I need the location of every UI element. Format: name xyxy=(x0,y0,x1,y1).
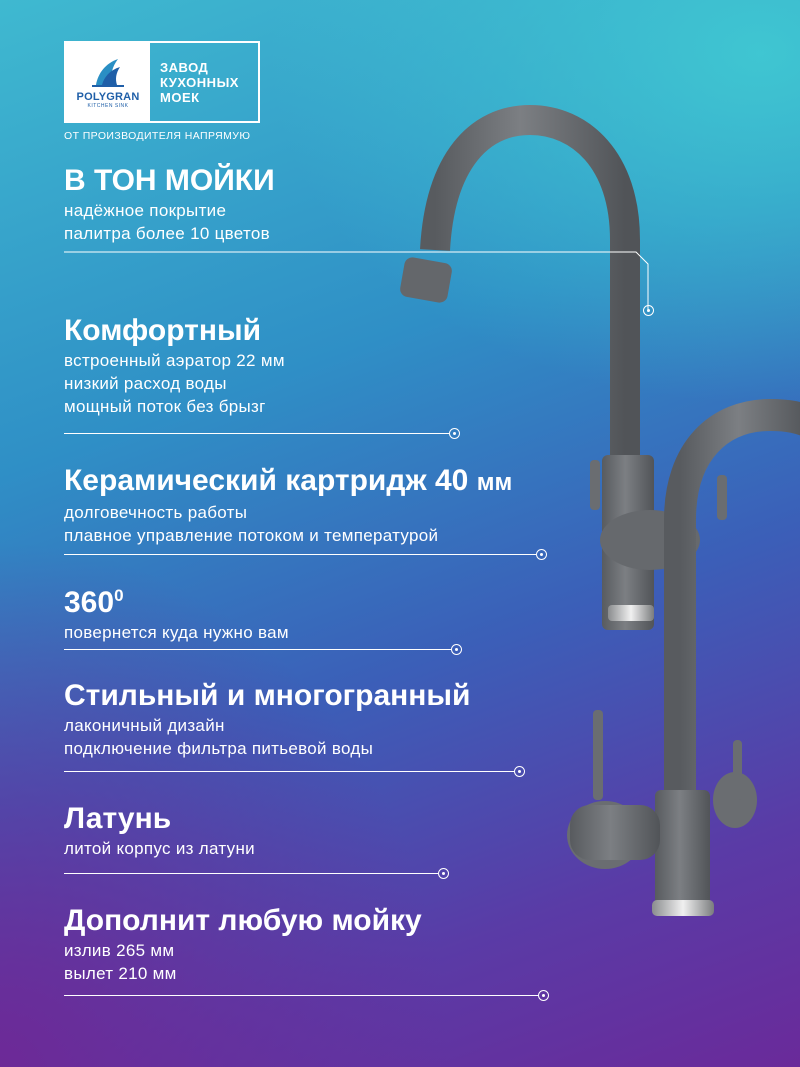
callout-dot xyxy=(451,644,462,655)
feature-title: Латунь xyxy=(64,802,172,835)
callout-dot xyxy=(438,868,449,879)
feature-title-sup: 0 xyxy=(114,586,124,605)
logo-title-line: МОЕК xyxy=(160,89,200,105)
tagline: ОТ ПРОИЗВОДИТЕЛЯ НАПРЯМУЮ xyxy=(64,130,251,142)
callout-dot xyxy=(536,549,547,560)
feature-title: 360 xyxy=(64,586,115,619)
logo-brand-text: POLYGRAN xyxy=(76,91,140,103)
brand-logo xyxy=(64,41,260,123)
feature-line: плавное управление потоком и температурой xyxy=(64,526,439,545)
callout-dot xyxy=(643,305,654,316)
feature-line: долговечность работы xyxy=(64,503,248,522)
feature-line: литой корпус из латуни xyxy=(64,839,255,858)
feature-line: низкий расход воды xyxy=(64,374,227,393)
feature-divider xyxy=(64,649,451,650)
feature-divider xyxy=(64,873,438,874)
feature-line: вылет 210 мм xyxy=(64,964,177,983)
feature-rotation xyxy=(64,578,289,644)
feature-title-unit: мм xyxy=(476,469,513,496)
feature-title: Дополнит любую мойку xyxy=(64,904,422,937)
feature-line: подключение фильтра питьевой воды xyxy=(64,739,374,758)
feature-cartridge xyxy=(64,463,512,547)
feature-divider xyxy=(64,771,514,772)
feature-comfort xyxy=(64,313,285,418)
feature-title: Керамический картридж 40 xyxy=(64,464,469,497)
wave-sail-icon xyxy=(88,55,128,89)
feature-brass xyxy=(64,801,255,860)
callout-dot xyxy=(514,766,525,777)
feature-line: лаконичный дизайн xyxy=(64,716,225,735)
logo-emblem xyxy=(66,43,150,121)
logo-title-line: ЗАВОД xyxy=(160,59,209,75)
feature-fits-any-sink xyxy=(64,903,422,985)
feature-divider xyxy=(64,433,449,434)
callout-dot xyxy=(538,990,549,1001)
feature-divider xyxy=(64,995,538,996)
feature-tone xyxy=(64,163,275,245)
feature-line: повернется куда нужно вам xyxy=(64,623,289,642)
feature-line: мощный поток без брызг xyxy=(64,397,266,416)
logo-title xyxy=(150,43,258,121)
feature-line: палитра более 10 цветов xyxy=(64,224,270,243)
feature-title: Комфортный xyxy=(64,314,262,347)
feature-title: В ТОН МОЙКИ xyxy=(64,164,275,197)
feature-title: Стильный и многогранный xyxy=(64,679,471,712)
callout-dot xyxy=(449,428,460,439)
feature-line: надёжное покрытие xyxy=(64,201,227,220)
logo-brand-sub: KITCHEN SINK xyxy=(87,103,129,109)
logo-title-line: КУХОННЫХ xyxy=(160,74,239,90)
feature-line: излив 265 мм xyxy=(64,941,175,960)
feature-line: встроенный аэратор 22 мм xyxy=(64,351,285,370)
feature-stylish xyxy=(64,678,470,760)
feature-divider xyxy=(64,554,536,555)
